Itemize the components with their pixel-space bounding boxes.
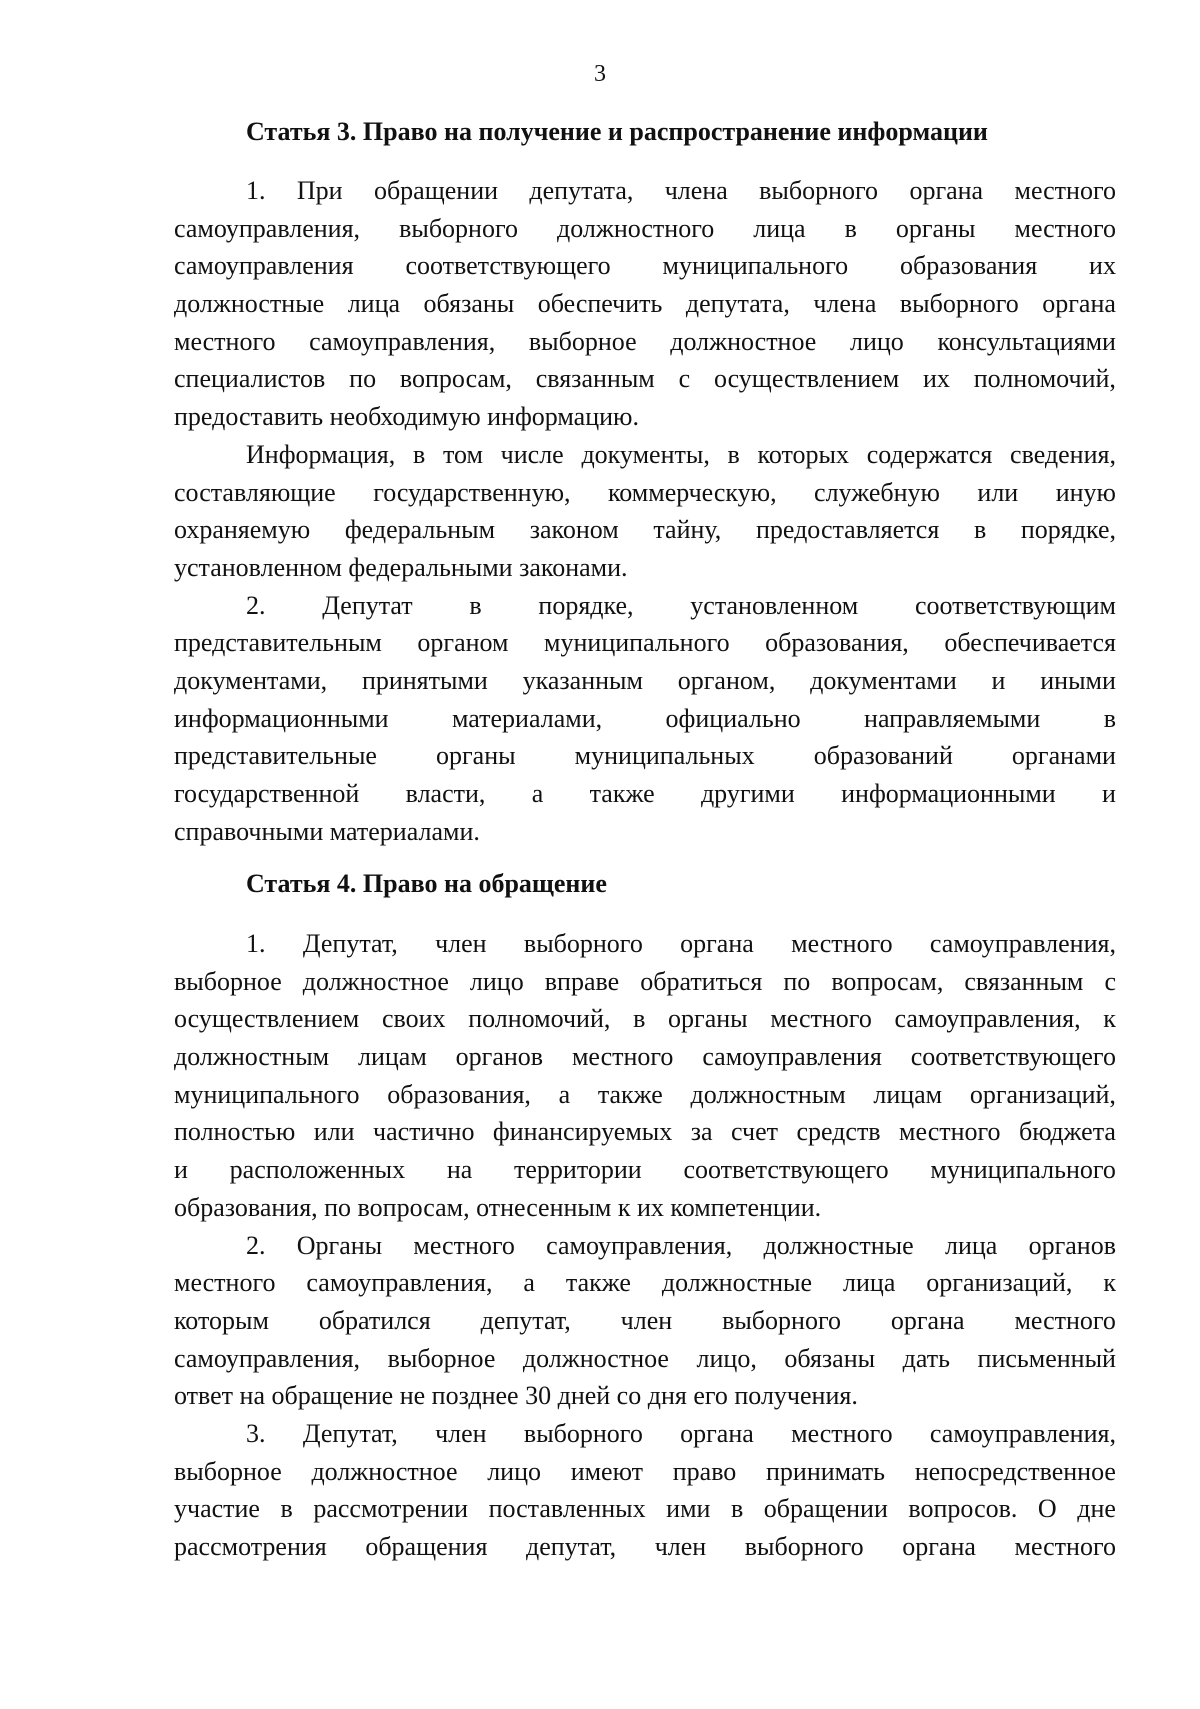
paragraph-line: самоуправления соответствующего муниципального образования их [174,251,1116,281]
paragraph-line: документами, принятыми указанным органом, документами и иными [174,665,1116,695]
paragraph-line: образования, по вопросам, отнесенным к их компетенции. [174,1192,822,1222]
paragraph-line: выборное должностное лицо имеют право принимать непосредственное [174,1456,1116,1486]
paragraph-line: установленном федеральными законами. [174,552,628,582]
paragraph-line: выборное должностное лицо вправе обратиться по вопросам, связанным с [174,966,1116,996]
paragraph-line: 1. Депутат, член выборного органа местного самоуправления, [246,929,1116,958]
paragraph-line: специалистов по вопросам, связанным с осуществлением их полномочий, [174,364,1116,394]
paragraph-line: муниципального образования, а также должностным лицам организаций, [174,1079,1116,1109]
paragraph-line: рассмотрения обращения депутат, член выборного органа местного [174,1532,1116,1561]
paragraph-line: Информация, в том числе документы, в которых содержатся сведения, [246,439,1116,469]
paragraph-line: справочными материалами. [174,816,480,846]
paragraph-line: которым обратился депутат, член выборного органа местного [174,1305,1116,1335]
paragraph-line: 2. Депутат в порядке, установленном соответствующим [246,590,1116,620]
paragraph-line: местного самоуправления, а также должностные лица организаций, к [174,1268,1116,1298]
paragraph-line: местного самоуправления, выборное должностное лицо консультациями [174,326,1116,356]
paragraph-line: 2. Органы местного самоуправления, должностные лица органов [246,1230,1116,1260]
paragraph-line: предоставить необходимую информацию. [174,402,639,432]
article-3-heading: Статья 3. Право на получение и распространение информации [246,117,988,146]
paragraph-line: 1. При обращении депутата, члена выборного органа местного [246,176,1116,205]
paragraph-line: самоуправления, выборное должностное лицо, обязаны дать письменный [174,1343,1116,1373]
paragraph-line: охраняемую федеральным законом тайну, предоставляется в порядке, [174,515,1116,545]
article-3-paragraph-1 [174,172,1116,850]
article-4-heading: Статья 4. Право на обращение [246,869,607,898]
paragraph-line: составляющие государственную, коммерческую, служебную или иную [174,477,1116,507]
paragraph-line: осуществлением своих полномочий, в органы местного самоуправления, к [174,1004,1116,1034]
paragraph-line: представительные органы муниципальных образований органами [174,741,1116,771]
paragraph-line: самоуправления, выборного должностного лица в органы местного [174,213,1116,243]
paragraph-line: представительным органом муниципального образования, обеспечивается [174,628,1116,658]
paragraph-line: полностью или частично финансируемых за счет средств местного бюджета [174,1117,1116,1147]
page-number: 3 [594,61,606,87]
paragraph-line: государственной власти, а также другими информационными и [174,779,1116,808]
paragraph-line: должностные лица обязаны обеспечить депутата, члена выборного органа [174,289,1116,319]
article-4-body [174,925,1116,1566]
paragraph-line: должностным лицам органов местного самоуправления соответствующего [174,1042,1116,1072]
paragraph-line: и расположенных на территории соответствующего муниципального [174,1155,1116,1185]
paragraph-line: ответ на обращение не позднее 30 дней со дня его получения. [174,1381,858,1411]
paragraph-line: участие в рассмотрении поставленных ими в обращении вопросов. О дне [174,1494,1116,1524]
paragraph-line: информационными материалами, официально направляемыми в [174,703,1116,733]
paragraph-line: 3. Депутат, член выборного органа местного самоуправления, [246,1418,1116,1448]
